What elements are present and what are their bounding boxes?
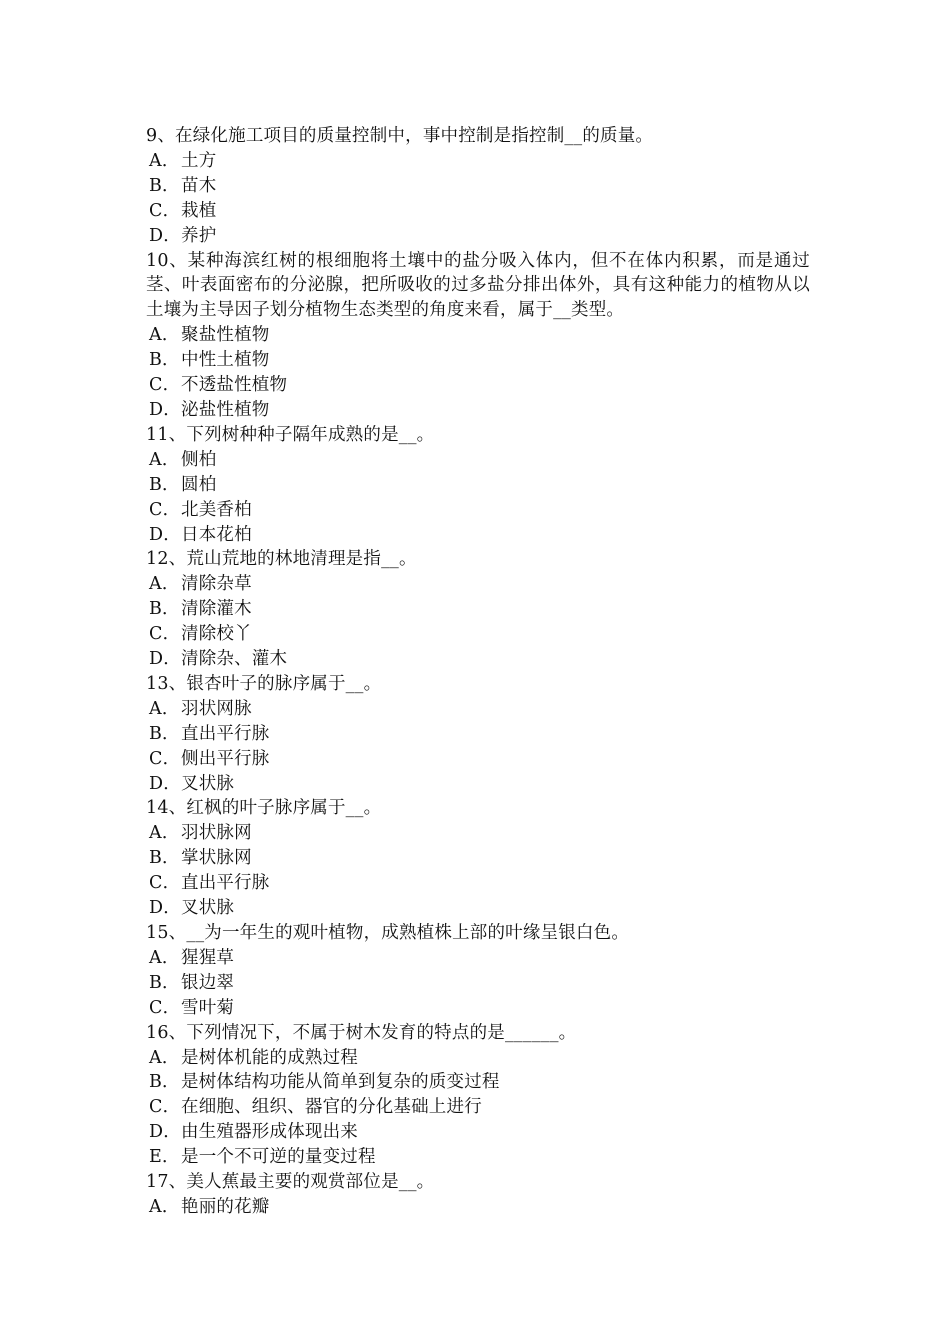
option-a: [146, 149, 810, 174]
option-text: 清除杂、灌木: [181, 649, 288, 670]
option-c: [146, 996, 810, 1021]
question-list: [146, 124, 810, 1220]
option-text: 由生殖器形成体现出来: [181, 1122, 358, 1143]
question-14: [146, 796, 810, 921]
option-a: [146, 1195, 810, 1220]
option-text: 苗木: [181, 175, 217, 196]
question-15: [146, 921, 810, 1021]
option-a: [146, 946, 810, 971]
option-c: [146, 622, 810, 647]
question-stem: 11、下列树种种子隔年成熟的是__。: [146, 424, 435, 445]
option-c: [146, 199, 810, 224]
question-stem: 10、某种海滨红树的根细胞将土壤中的盐分吸入体内，但不在体内积累，而是通过茎、叶表面密布的分泌腺，把所吸收的过多盐分排出体外，具有这种能力的植物从以土壤为主导因子划分植物生态类型的角度来看，属于__类型。: [146, 250, 810, 321]
option-d: [146, 1120, 810, 1145]
option-letter: D．: [149, 225, 181, 246]
option-letter: C．: [149, 200, 181, 221]
option-letter: B．: [149, 599, 180, 620]
option-a: [146, 448, 810, 473]
question-stem: 17、美人蕉最主要的观赏部位是__。: [146, 1172, 435, 1193]
option-b: [146, 348, 810, 373]
option-letter: C．: [149, 375, 181, 396]
option-letter: A．: [149, 698, 180, 719]
option-text: 圆柏: [181, 474, 217, 495]
option-text: 日本花柏: [181, 524, 252, 545]
question-13: [146, 672, 810, 797]
option-letter: B．: [149, 175, 180, 196]
option-text: 艳丽的花瓣: [181, 1196, 270, 1217]
question-stem: 9、在绿化施工项目的质量控制中，事中控制是指控制__的质量。: [146, 126, 654, 146]
option-text: 直出平行脉: [181, 873, 270, 894]
option-b: [146, 1070, 810, 1095]
option-a: [146, 572, 810, 597]
option-text: 雪叶菊: [181, 997, 235, 1018]
option-b: [146, 597, 810, 622]
option-letter: E．: [149, 1147, 180, 1168]
option-text: 在细胞、组织、器官的分化基础上进行: [181, 1097, 482, 1118]
option-text: 羽状网脉: [181, 698, 252, 719]
question-stem: 12、荒山荒地的林地清理是指__。: [146, 549, 417, 570]
option-letter: B．: [149, 1072, 180, 1093]
option-letter: C．: [149, 499, 181, 520]
option-letter: A．: [149, 1196, 180, 1217]
question-stem: 16、下列情况下，不属于树木发育的特点的是______。: [146, 1022, 577, 1043]
option-c: [146, 747, 810, 772]
option-letter: A．: [149, 325, 180, 346]
option-b: [146, 174, 810, 199]
option-letter: D．: [149, 649, 181, 670]
question-9: [146, 124, 810, 249]
option-b: [146, 846, 810, 871]
option-text: 叉状脉: [181, 898, 235, 919]
option-text: 不透盐性植物: [181, 375, 288, 396]
option-text: 清除灌木: [181, 599, 252, 620]
option-b: [146, 971, 810, 996]
option-b: [146, 722, 810, 747]
option-e: [146, 1145, 810, 1170]
option-text: 泌盐性植物: [181, 399, 270, 420]
option-text: 直出平行脉: [181, 723, 270, 744]
option-b: [146, 473, 810, 498]
option-letter: C．: [149, 873, 181, 894]
option-letter: A．: [149, 823, 180, 844]
option-letter: C．: [149, 624, 181, 645]
option-d: [146, 772, 810, 797]
option-c: [146, 498, 810, 523]
option-letter: D．: [149, 524, 181, 545]
option-letter: B．: [149, 848, 180, 869]
option-letter: A．: [149, 947, 180, 968]
question-12: [146, 547, 810, 672]
option-d: [146, 647, 810, 672]
option-d: [146, 523, 810, 548]
option-text: 中性土植物: [181, 350, 270, 371]
option-letter: A．: [149, 449, 180, 470]
option-letter: C．: [149, 997, 181, 1018]
option-letter: D．: [149, 399, 181, 420]
option-text: 侧柏: [181, 449, 217, 470]
option-letter: B．: [149, 350, 180, 371]
option-a: [146, 1046, 810, 1071]
option-letter: B．: [149, 723, 180, 744]
option-text: 是树体结构功能从简单到复杂的质变过程: [181, 1072, 500, 1093]
option-text: 是树体机能的成熟过程: [181, 1047, 358, 1068]
question-stem: 13、银杏叶子的脉序属于__。: [146, 673, 382, 694]
option-d: [146, 896, 810, 921]
option-text: 土方: [181, 150, 217, 171]
option-letter: D．: [149, 773, 181, 794]
option-letter: B．: [149, 972, 180, 993]
option-text: 栽植: [181, 200, 217, 221]
option-text: 羽状脉网: [181, 823, 252, 844]
option-letter: B．: [149, 474, 180, 495]
question-10: [146, 249, 810, 423]
option-a: [146, 821, 810, 846]
option-c: [146, 871, 810, 896]
option-text: 清除校丫: [181, 624, 252, 645]
option-d: [146, 398, 810, 423]
option-a: [146, 697, 810, 722]
option-text: 北美香柏: [181, 499, 252, 520]
question-stem: 14、红枫的叶子脉序属于__。: [146, 798, 382, 819]
option-letter: D．: [149, 898, 181, 919]
option-text: 清除杂草: [181, 574, 252, 595]
option-c: [146, 1095, 810, 1120]
option-text: 掌状脉网: [181, 848, 252, 869]
option-text: 银边翠: [181, 972, 235, 993]
option-text: 是一个不可逆的量变过程: [181, 1147, 376, 1168]
option-letter: D．: [149, 1122, 181, 1143]
question-16: [146, 1021, 810, 1170]
question-17: [146, 1170, 810, 1220]
option-letter: A．: [149, 150, 180, 171]
option-letter: A．: [149, 574, 180, 595]
option-letter: A．: [149, 1047, 180, 1068]
option-c: [146, 373, 810, 398]
option-text: 聚盐性植物: [181, 325, 270, 346]
option-text: 养护: [181, 225, 217, 246]
option-a: [146, 323, 810, 348]
option-text: 猩猩草: [181, 947, 235, 968]
option-letter: C．: [149, 1097, 181, 1118]
option-text: 侧出平行脉: [181, 748, 270, 769]
option-text: 叉状脉: [181, 773, 235, 794]
question-11: [146, 423, 810, 548]
option-d: [146, 224, 810, 249]
option-letter: C．: [149, 748, 181, 769]
question-stem: 15、__为一年生的观叶植物，成熟植株上部的叶缘呈银白色。: [146, 923, 630, 943]
